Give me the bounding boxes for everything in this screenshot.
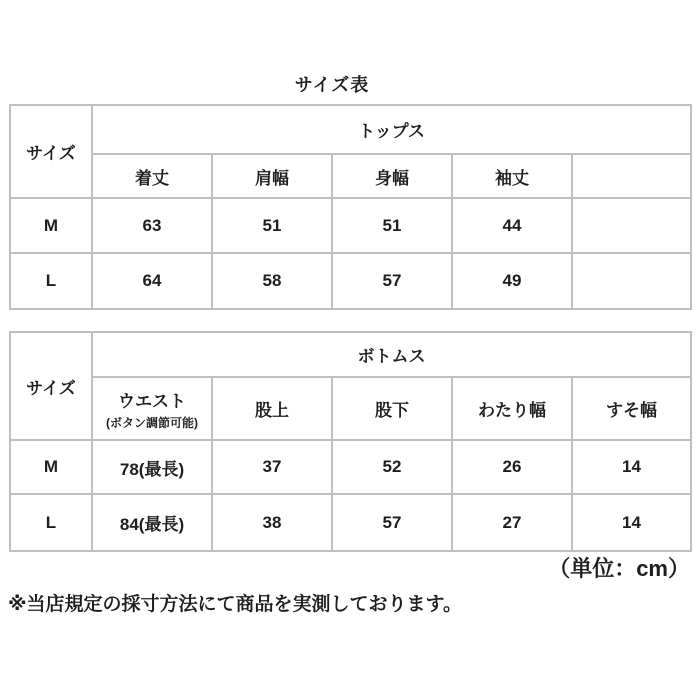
data-cell: 64 xyxy=(92,253,212,309)
tops-group-header-row xyxy=(10,105,691,154)
bottoms-col-inseam: 股下 xyxy=(332,377,452,440)
data-cell: 27 xyxy=(452,494,572,551)
data-cell-empty xyxy=(572,253,691,309)
tops-col-empty xyxy=(572,154,691,198)
bottoms-m-size-cell: M xyxy=(10,440,92,494)
bottoms-size-table xyxy=(9,331,692,552)
data-cell-empty xyxy=(572,198,691,253)
bottoms-l-size-cell: L xyxy=(10,494,92,551)
data-cell: 84(最長) xyxy=(92,494,212,551)
data-cell: 49 xyxy=(452,253,572,309)
data-cell: 78(最長) xyxy=(92,440,212,494)
measurement-footnote: ※当店規定の採寸方法にて商品を実測しております。 xyxy=(8,594,462,615)
tops-column-header-row xyxy=(10,154,691,198)
tops-col-sleeve-length: 袖丈 xyxy=(452,154,572,198)
data-cell: 51 xyxy=(212,198,332,253)
bottoms-group-header-cell: ボトムス xyxy=(92,332,691,377)
tops-col-shoulder-width: 肩幅 xyxy=(212,154,332,198)
bottoms-col-thigh-width: わたり幅 xyxy=(452,377,572,440)
tops-l-size-cell: L xyxy=(10,253,92,309)
data-cell: 44 xyxy=(452,198,572,253)
tops-row-l xyxy=(10,253,691,309)
bottoms-row-l xyxy=(10,494,691,551)
tops-col-body-length: 着丈 xyxy=(92,154,212,198)
data-cell: 57 xyxy=(332,494,452,551)
data-cell: 14 xyxy=(572,494,691,551)
tops-size-header-cell: サイズ xyxy=(10,105,92,198)
tops-col-body-width: 身幅 xyxy=(332,154,452,198)
bottoms-column-header-row xyxy=(10,377,691,440)
bottoms-col-rise: 股上 xyxy=(212,377,332,440)
unit-label: （単位：cm） xyxy=(548,556,690,581)
bottoms-col-waist xyxy=(92,377,212,440)
data-cell: 58 xyxy=(212,253,332,309)
bottoms-size-header-cell: サイズ xyxy=(10,332,92,440)
tops-size-table xyxy=(9,104,692,310)
data-cell: 63 xyxy=(92,198,212,253)
data-cell: 57 xyxy=(332,253,452,309)
data-cell: 14 xyxy=(572,440,691,494)
bottoms-col-hem-width: すそ幅 xyxy=(572,377,691,440)
data-cell: 52 xyxy=(332,440,452,494)
data-cell: 26 xyxy=(452,440,572,494)
data-cell: 38 xyxy=(212,494,332,551)
waist-label: ウエスト xyxy=(118,391,186,411)
bottoms-row-m xyxy=(10,440,691,494)
tops-m-size-cell: M xyxy=(10,198,92,253)
bottoms-group-header-row xyxy=(10,332,691,377)
page-title: サイズ表 xyxy=(294,75,370,95)
tops-row-m xyxy=(10,198,691,253)
waist-adjustable-note: (ボタン調節可能) xyxy=(106,415,198,430)
tops-group-header-cell: トップス xyxy=(92,105,691,154)
data-cell: 51 xyxy=(332,198,452,253)
data-cell: 37 xyxy=(212,440,332,494)
